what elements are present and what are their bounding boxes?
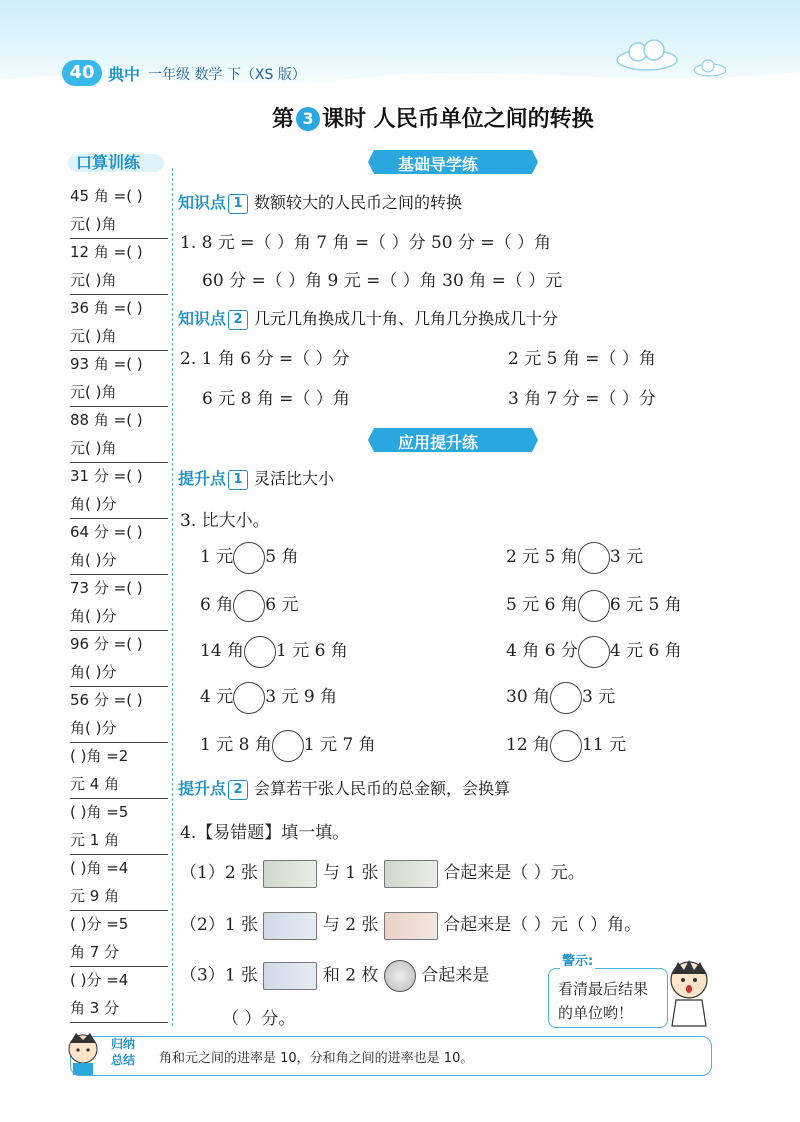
q4-part3 [180, 960, 489, 990]
drill-row: 73 分 =( ) [70, 579, 143, 597]
tp-tag: 提升点 [178, 469, 227, 488]
q2-line1-b: 2 元 5 角 =（ ）角 [508, 349, 656, 369]
q4-3-a: （3）1 张 [180, 965, 259, 986]
cloud-icon [612, 38, 682, 72]
q4-2-a: （2）1 张 [180, 915, 259, 935]
drill-row: 角 3 分 [70, 994, 168, 1023]
drill-row: 角 7 分 [70, 938, 168, 967]
drill-row: ( )角 =4 [70, 859, 129, 877]
coin-2-fen-icon [384, 960, 416, 992]
drill-row: ( )角 =5 [70, 803, 129, 821]
banknote-1-jiao-icon [263, 912, 317, 940]
q1-line2: 60 分 =（ ）角 9 元 =（ ）角 30 角 =（ ）元 [202, 271, 563, 291]
compare-answer-circle[interactable] [550, 730, 582, 762]
kp-desc: 几元几角换成几十角、几角几分换成几十分 [254, 309, 559, 328]
drill-row: ( )角 =2 [70, 747, 129, 765]
tp-desc: 会算若干张人民币的总金额，会换算 [254, 779, 511, 798]
kp-number: 1 [228, 194, 248, 214]
compare-right: 1 元 7 角 [303, 735, 376, 755]
q4-part3-answer: （ ）分。 [222, 1009, 296, 1029]
compare-answer-circle[interactable] [578, 590, 610, 622]
drill-row: 角( )分 [70, 546, 168, 575]
section-banner-apply [368, 426, 538, 454]
compare-right: 3 元 9 角 [265, 687, 338, 707]
q4-title: 4.【易错题】填一填。 [180, 823, 350, 843]
compare-item [506, 588, 682, 622]
tp-tag: 提升点 [178, 779, 227, 798]
tip-line1: 看清最后结果 [558, 980, 649, 998]
compare-item [506, 728, 626, 762]
q2-line2-a: 6 元 8 角 =（ ）角 [202, 389, 350, 409]
compare-left: 5 元 6 角 [506, 595, 578, 615]
q2-line2-b: 3 角 7 分 =（ ）分 [508, 389, 656, 409]
banner-text: 应用提升练 [398, 433, 479, 452]
compare-item [506, 680, 615, 714]
q2-line1-a: 2. 1 角 6 分 =（ ）分 [180, 349, 350, 369]
drill-row: 96 分 =( ) [70, 635, 143, 653]
compare-right: 11 元 [582, 735, 627, 755]
drill-row: 36 角 =( ) [70, 299, 143, 317]
q4-2-b: 与 2 张 [322, 915, 379, 935]
drill-row: 12 角 =( ) [70, 243, 143, 261]
q4-1-b: 与 1 张 [322, 863, 379, 883]
tp-desc: 灵活比大小 [254, 469, 335, 488]
column-divider [172, 168, 173, 1026]
compare-answer-circle[interactable] [578, 636, 610, 668]
compare-left: 1 元 8 角 [200, 735, 272, 755]
compare-answer-circle[interactable] [233, 590, 265, 622]
compare-answer-circle[interactable] [550, 682, 582, 714]
knowledge-point-2 [178, 306, 558, 330]
compare-answer-circle[interactable] [244, 636, 276, 668]
summary-tag: 归纳总结 [111, 1037, 136, 1067]
kp-tag: 知识点 [178, 193, 227, 212]
drill-row: 元( )角 [70, 322, 168, 351]
q4-1-c: 合起来是（ ）元。 [443, 863, 585, 883]
page-number: 40 [62, 60, 102, 86]
drill-row: ( )分 =5 [70, 915, 129, 933]
drill-row: 元 1 角 [70, 826, 168, 855]
q4-2-c: 合起来是（ ）元（ ）角。 [443, 915, 642, 935]
drill-row: 45 角 =( ) [70, 187, 143, 205]
banknote-1-yuan-icon [384, 912, 438, 940]
drill-row: 元( )角 [70, 434, 168, 463]
improve-point-1 [178, 466, 334, 490]
improve-point-2 [178, 776, 510, 800]
summary-text: 角和元之间的进率是 10，分和角之间的进率也是 10。 [159, 1051, 474, 1066]
compare-item [200, 728, 376, 762]
oral-drill-label: 口算训练 [76, 153, 141, 172]
drill-row: 元( )角 [70, 266, 168, 295]
tip-label: 警示: [560, 950, 595, 969]
compare-left: 6 角 [200, 595, 234, 615]
q4-part2 [180, 910, 641, 940]
drill-row: 元( )角 [70, 210, 168, 239]
compare-right: 4 元 6 角 [609, 641, 682, 661]
compare-item [200, 680, 337, 714]
compare-answer-circle[interactable] [233, 682, 265, 714]
q4-part1 [180, 858, 585, 888]
drill-row: 31 分 =( ) [70, 467, 143, 485]
compare-right: 6 元 5 角 [609, 595, 682, 615]
compare-answer-circle[interactable] [578, 542, 610, 574]
compare-left: 2 元 5 角 [506, 547, 578, 567]
compare-answer-circle[interactable] [272, 730, 304, 762]
q4-1-a: （1）2 张 [180, 863, 259, 883]
compare-left: 30 角 [506, 687, 551, 707]
compare-item [200, 540, 298, 574]
compare-item [506, 540, 643, 574]
summary-box [70, 1036, 712, 1076]
drill-row: 元( )角 [70, 378, 168, 407]
banknote-10-yuan-icon [384, 860, 438, 888]
book-info: 一年级 数学 下（XS 版） [148, 67, 306, 83]
compare-left: 1 元 [200, 547, 234, 567]
tp-number: 1 [228, 470, 248, 490]
drill-row: 元 4 角 [70, 770, 168, 799]
drill-row: 64 分 =( ) [70, 523, 143, 541]
drill-row: 角( )分 [70, 490, 168, 519]
drill-row: 56 分 =( ) [70, 691, 143, 709]
drill-row: ( )分 =4 [70, 971, 129, 989]
q3-text: 3. 比大小。 [180, 511, 270, 531]
compare-item [506, 634, 682, 668]
compare-right: 1 元 6 角 [276, 641, 348, 661]
q4-3-b: 和 2 枚 [322, 965, 379, 986]
drill-row: 角( )分 [70, 602, 168, 631]
drill-row: 元 9 角 [70, 882, 168, 911]
compare-right: 3 元 [582, 687, 616, 707]
brand-logo: 典中 [108, 65, 141, 84]
q1-line1: 1. 8 元 =（ ）角 7 角 =（ ）分 50 分 =（ ）角 [180, 233, 552, 253]
compare-answer-circle[interactable] [233, 542, 265, 574]
page-title [272, 102, 594, 133]
title-text: 课时 人民币单位之间的转换 [322, 107, 594, 132]
compare-item [200, 588, 298, 622]
kp-desc: 数额较大的人民币之间的转换 [254, 193, 463, 212]
tp-number: 2 [228, 780, 248, 800]
compare-left: 4 元 [200, 687, 234, 707]
cartoon-boy-icon [668, 958, 710, 1028]
banknote-1-jiao-icon [263, 962, 317, 990]
drill-row: 93 角 =( ) [70, 355, 143, 373]
banknote-5-jiao-icon [263, 860, 317, 888]
drill-row: 角( )分 [70, 658, 168, 687]
summary-boy-icon [63, 1031, 103, 1075]
compare-left: 4 角 6 分 [506, 641, 578, 661]
compare-left: 12 角 [506, 735, 551, 755]
small-cloud-icon [690, 58, 730, 78]
knowledge-point-1 [178, 190, 462, 214]
title-prefix: 第 [272, 107, 295, 132]
compare-right: 5 角 [265, 547, 299, 567]
compare-right: 6 元 [265, 595, 299, 615]
kp-number: 2 [228, 310, 248, 330]
drill-row: 角( )分 [70, 714, 168, 743]
q4-3-c: 合起来是 [421, 965, 490, 986]
drill-row: 88 角 =( ) [70, 411, 143, 429]
tip-line2: 的单位哟！ [558, 1004, 634, 1022]
banner-text: 基础导学练 [398, 155, 479, 174]
compare-right: 3 元 [609, 547, 644, 567]
compare-item [200, 634, 348, 668]
tip-bubble [548, 954, 708, 1028]
kp-tag: 知识点 [178, 309, 227, 328]
compare-left: 14 角 [200, 641, 245, 661]
lesson-number-badge: 3 [296, 107, 320, 131]
section-banner-basic [368, 148, 538, 176]
